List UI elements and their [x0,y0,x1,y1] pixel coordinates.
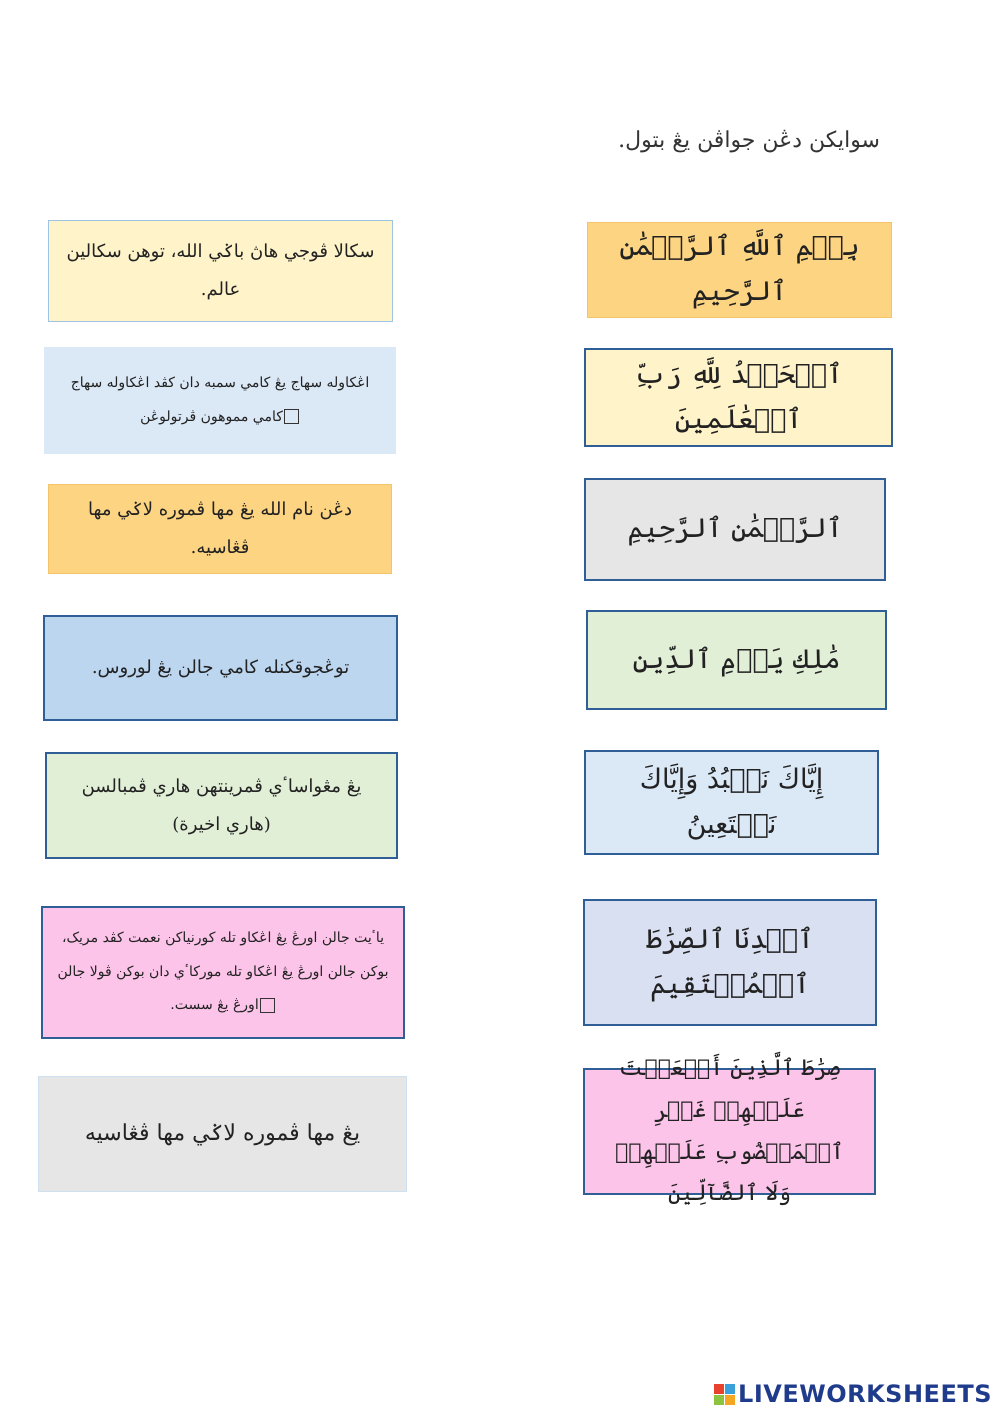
verse-box-1[interactable] [587,222,892,318]
missing-glyph-box [284,409,299,424]
meaning-box-4[interactable] [43,615,398,721]
verse-text-7: صِرَٰطَ ٱلَّذِينَ أَنۡعَمۡتَ عَلَيۡهِمۡ غَيۡرِ ٱلۡمَغۡضُوبِ عَلَيۡهِمۡ وَلَا ٱلضَّآلِّينَ [615,1055,844,1207]
verse-box-3[interactable] [584,478,886,581]
meaning-box-5[interactable] [45,752,398,859]
verse-box-7[interactable] [583,1055,876,1207]
missing-glyph-box [260,998,275,1013]
meaning-text-1: سکالا ڤوجي هاڽ باݢي الله، توهن سکالين عالم. [66,241,375,300]
verse-box-6[interactable] [583,899,877,1026]
meaning-box-7[interactable] [38,1076,407,1192]
meaning-text-6a: ياٴيت جالن اورڠ يڠ اڠکاو تله کورنياکن نعمت کڤد مريک، بوکن جالن اورڠ يڠ اڠکاو تله مورکاٴي دان بوکن ڤولا جالن [57,930,389,980]
verse-text-5: إِيَّاكَ نَعۡبُدُ وَإِيَّاكَ نَسۡتَعِينُ [639,763,824,840]
verse-box-2[interactable] [584,348,893,447]
meaning-text-7: يڠ مها ڤموره لاݢي مها ڤڠاسيه [84,1121,361,1147]
meaning-text-2b: کامي مموهون ڤرتولوڠن [140,408,283,425]
liveworksheets-logo [714,1381,992,1407]
meaning-box-6[interactable] [41,906,405,1039]
meaning-text-3: دڠن نام الله يڠ مها ڤموره لاݢي مها ڤڠاسيه. [88,499,352,558]
meaning-text-4: توڠجوقکنله کامي جالن يڠ لوروس. [91,657,350,679]
verse-box-4[interactable] [586,610,887,710]
liveworksheets-logo-icon [714,1384,735,1405]
meaning-text-2 [71,367,370,434]
verse-text-4: مَٰلِكِ يَوۡمِ ٱلدِّينِ [632,643,841,675]
verse-text-2: ٱلۡحَمۡدُ لِلَّهِ رَبِّ ٱلۡعَٰلَمِينَ [634,358,843,435]
verse-text-3: ٱلرَّحۡمَٰنِ ٱلرَّحِيمِ [627,513,843,545]
meaning-text-6 [57,922,389,1023]
meaning-box-3[interactable] [48,484,392,574]
meaning-text-6b: اورڠ يڠ سست. [170,997,259,1014]
verse-box-5[interactable] [584,750,879,855]
meaning-box-2[interactable] [44,347,396,454]
instruction-text: سوايکن دڠن جواڤن يڠ بتول. [618,128,880,153]
logo-text: LIVEWORKSHEETS [738,1380,992,1408]
verse-text-6: ٱهۡدِنَا ٱلصِّرَٰطَ ٱلۡمُسۡتَقِيمَ [646,923,814,1000]
meaning-box-1[interactable] [48,220,393,322]
meaning-text-2a: اڠکاوله سهاج يڠ کامي سمبه دان کڤد اڠکاوله سهاج [70,374,370,391]
meaning-text-5: يڠ مڠواساٴي ڤمرينتهن هاري ڤمبالسن (هاري اخيرة) [81,775,362,835]
verse-text-1: بِسۡمِ ٱللَّهِ ٱلرَّحۡمَٰنِ ٱلرَّحِيمِ [619,231,860,307]
